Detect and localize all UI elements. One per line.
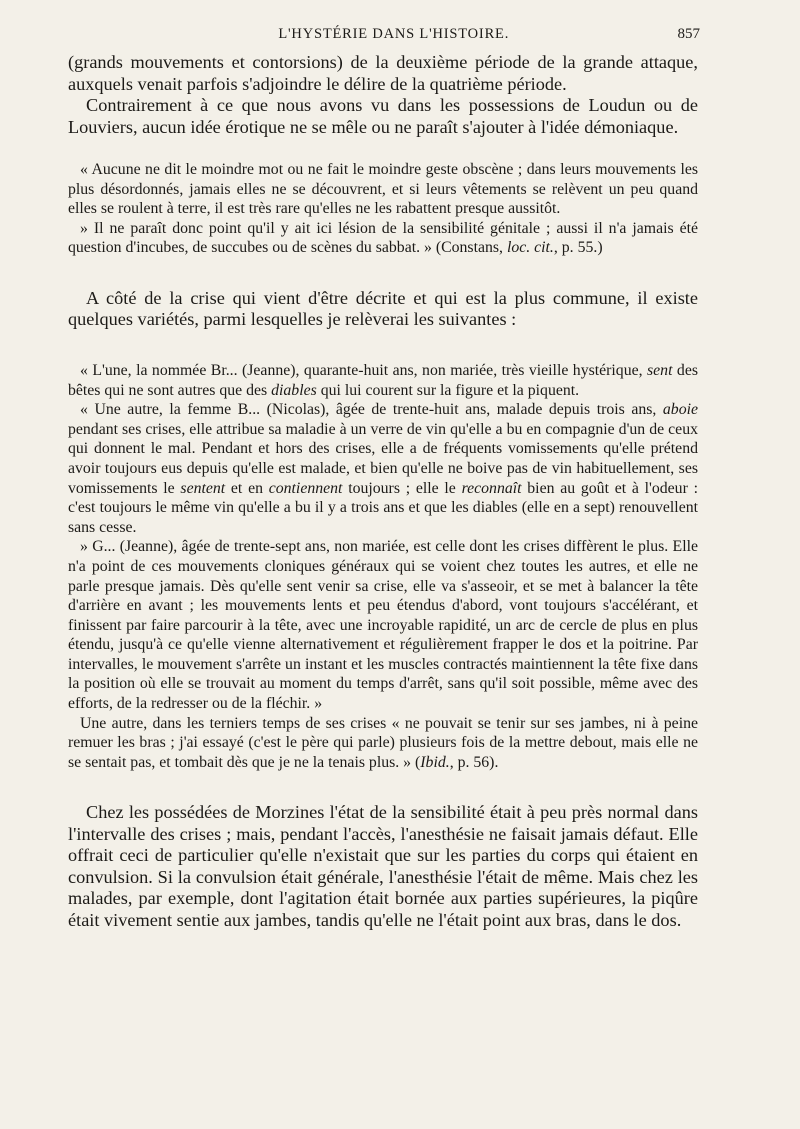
italic-word: contiennent bbox=[268, 479, 343, 497]
paragraph-loudun: Contrairement à ce que nous avons vu dans les possessions de Loudun ou de Louviers, aucun idée érotique ne se mêle ou ne paraît s'ajouter à l'idée démoniaque. bbox=[68, 95, 698, 137]
page-content bbox=[68, 52, 698, 931]
quote-obscene: « Aucune ne dit le moindre mot ou ne fait le moindre geste obscène ; dans leurs mouvements les plus désordonnés, jamais elles ne se découvrent, et si leurs vêtements se relèvent un peu quand elles se roulent à terre, il est très rare qu'elles ne les rabattent presque aussitôt. bbox=[68, 161, 698, 218]
quote-text: pendant ses crises, elle attribue sa maladie à un verre de vin qu'elle a bu en compagnie d'un de ceux qui donnent le mal. Pendant et hors des crises, elle a de fréquents vomissements qu'elle prétend avoir toujours eus depuis qu'elle est malade, et bien qu'elle ne boive pas de vin habituellement, ses vomissements le bbox=[68, 420, 698, 497]
quote-text: bien au goût et à l'odeur : c'est toujours le même vin qu'elle a bu il y a trois ans et que les diables (elle en a sept) renouvellent sans cesse. bbox=[68, 479, 698, 536]
italic-ref: Ibid. bbox=[420, 753, 450, 771]
italic-word: reconnaît bbox=[461, 479, 522, 497]
quote-text: Une autre, dans les terniers temps de ses crises « ne pouvait se tenir sur ses jambes, ni à peine remuer les bras ; j'ai essayé (c'est le père qui parle) plusieurs fois de la mettre debout, mais elle ne se sentait pas, et tombait dès que je ne la tenais plus. » ( bbox=[68, 714, 698, 771]
running-title: L'HYSTÉRIE DANS L'HISTOIRE. bbox=[278, 26, 510, 42]
spacer bbox=[68, 258, 698, 288]
quote-text: , p. 56). bbox=[449, 753, 499, 771]
paragraph-continued bbox=[68, 52, 698, 138]
spacer bbox=[68, 138, 698, 160]
quote-text: « Une autre, la femme B... (Nicolas), âgée de trente-huit ans, malade depuis trois ans, bbox=[80, 401, 663, 419]
paragraph-text: A côté de la crise qui vient d'être décrite et qui est la plus commune, il existe quelques variétés, parmi lesquelles je relèverai les suivantes : bbox=[68, 287, 698, 330]
spacer bbox=[68, 331, 698, 361]
running-header bbox=[70, 26, 700, 43]
paragraph-text: (grands mouvements et contorsions) de la deuxième période de la grande attaque, auxquels venait parfois s'adjoindre le délire de la quatrième période. bbox=[68, 52, 698, 94]
paragraph-text: Chez les possédées de Morzines l'état de la sensibilité était à peu près normal dans l'intervalle des crises ; mais, pendant l'accès, l'anesthésie ne faisait jamais défaut. Elle offrait ceci de particulier qu'elle n'existait que sur les parties du corps qui étaient en convulsion. Si la convulsion était générale, l'anesthésie l'était de même. Mais chez les malades, par exemple, dont l'agitation était bornée aux parties supérieures, la piqûre était vivement sentie aux jambes, tandis qu'elle ne l'était point aux bras, dans le dos. bbox=[68, 802, 698, 930]
paragraph-varietes bbox=[68, 288, 698, 331]
quote-b-nicolas bbox=[68, 400, 698, 537]
italic-word: sentent bbox=[180, 479, 226, 497]
italic-ref: loc. cit. bbox=[506, 239, 554, 257]
italic-word: aboie bbox=[662, 401, 698, 419]
quote-br-jeanne bbox=[68, 361, 698, 400]
quote-text: qui lui courent sur la figure et la piquent. bbox=[316, 381, 580, 399]
quote-text: et en bbox=[225, 479, 269, 497]
quote-text: des bêtes qui ne sont autres que des bbox=[68, 361, 698, 399]
page-number: 857 bbox=[677, 26, 700, 42]
quote-text: « L'une, la nommée Br... (Jeanne), quarante-huit ans, non mariée, très vieille hystérique, bbox=[80, 361, 648, 379]
quote-une-autre bbox=[68, 714, 698, 773]
quote-text: » Il ne paraît donc point qu'il y ait ici lésion de la sensibilité génitale ; aussi il n'a jamais été question d'incubes, de succubes ou de scènes du sabbat. » (Constans, bbox=[68, 219, 698, 257]
italic-word: diables bbox=[271, 381, 317, 399]
spacer bbox=[68, 772, 698, 802]
quote-text: , p. 55.) bbox=[553, 239, 603, 257]
quote-g-jeanne: » G... (Jeanne), âgée de trente-sept ans, non mariée, est celle dont les crises diffèrent le plus. Elle n'a point de ces mouvements cloniques généraux qui se voient chez toutes les autres, et elle ne parle presque jamais. Dès qu'elle sent venir sa crise, elle va s'asseoir, et se met à balancer la tête d'arrière en avant ; les mouvements lents et peu étendus d'abord, vont toujours s'accélérant, et finissent par faire parcourir à la tête, avec une incroyable rapidité, un arc de cercle de plus en plus étendu, jusqu'à ce qu'elle vienne alternativement et régulièrement frapper le dos et la poitrine. Par intervalles, le mouvement s'arrête un instant et les muscles contractés maintiennent la tête fixe dans la position où elle se trouvait au moment du temps d'arrêt, sans qu'il soit possible, même avec des efforts, de la redresser ou de la fléchir. » bbox=[68, 538, 698, 713]
italic-word: sent bbox=[647, 361, 673, 379]
quote-sensibilite bbox=[68, 219, 698, 258]
quote-text: toujours ; elle le bbox=[342, 479, 462, 497]
paragraph-morzines bbox=[68, 802, 698, 931]
